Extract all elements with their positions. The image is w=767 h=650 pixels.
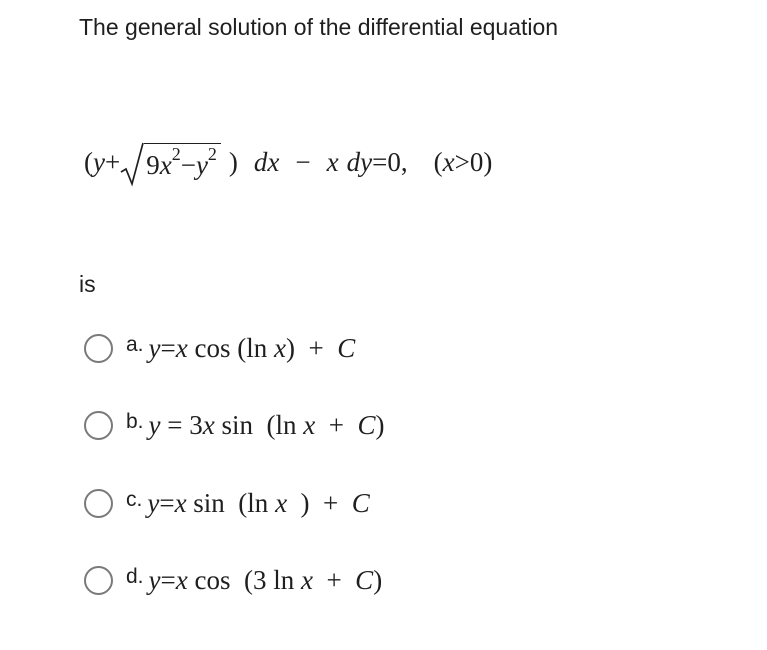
option-letter: c. bbox=[126, 488, 143, 511]
eq-y: y bbox=[93, 146, 105, 177]
math-segment: + bbox=[312, 564, 356, 595]
eq-close-paren: ) bbox=[228, 146, 238, 177]
math-segment: C bbox=[337, 332, 356, 363]
radio-circle-icon[interactable] bbox=[84, 334, 113, 363]
differential-equation bbox=[84, 134, 492, 190]
math-segment: ) bbox=[373, 564, 383, 595]
sqrt-radicand bbox=[144, 143, 221, 182]
option-math bbox=[149, 333, 356, 364]
math-segment: + bbox=[315, 409, 358, 440]
option-math bbox=[149, 565, 383, 596]
math-segment: = bbox=[159, 487, 175, 518]
radicand-coefficient: 9 bbox=[146, 149, 160, 180]
math-segment: x bbox=[174, 487, 187, 518]
radicand-y: y bbox=[195, 149, 208, 180]
math-segment: y bbox=[148, 409, 161, 440]
eq-cond-zero: 0) bbox=[469, 146, 493, 177]
radicand-x: x bbox=[159, 149, 172, 180]
option-letter: a. bbox=[126, 333, 144, 356]
math-segment: C bbox=[355, 564, 374, 595]
math-segment: = bbox=[160, 332, 176, 363]
math-segment: ) bbox=[375, 409, 385, 440]
math-segment: ( bbox=[237, 332, 247, 363]
radio-circle-icon[interactable] bbox=[84, 566, 113, 595]
math-segment: cos (3 ln bbox=[187, 564, 301, 595]
radicand-x-exponent: 2 bbox=[171, 143, 181, 164]
sqrt-sign-icon bbox=[120, 134, 144, 190]
math-segment: ln bbox=[246, 332, 274, 363]
math-segment: = bbox=[160, 564, 176, 595]
option-math bbox=[147, 488, 369, 519]
option-letter: b. bbox=[126, 410, 144, 433]
math-segment: y bbox=[147, 487, 160, 518]
math-segment: ) + bbox=[287, 487, 352, 518]
math-segment: = 3 bbox=[160, 409, 203, 440]
option-letter: d. bbox=[126, 565, 144, 588]
math-segment: y bbox=[148, 332, 161, 363]
option-d[interactable] bbox=[84, 562, 382, 598]
math-segment: ln bbox=[247, 487, 276, 518]
math-segment: ) + bbox=[285, 332, 338, 363]
math-segment: C bbox=[357, 409, 376, 440]
option-math bbox=[149, 410, 385, 441]
question-text: The general solution of the differential equation bbox=[79, 14, 559, 40]
math-segment: x bbox=[303, 409, 316, 440]
eq-cond-gt: > bbox=[454, 146, 470, 177]
math-segment: x bbox=[202, 409, 215, 440]
eq-plus: + bbox=[104, 146, 121, 177]
eq-cond-x: x bbox=[442, 146, 455, 177]
math-segment: x bbox=[175, 332, 188, 363]
eq-open-paren: ( bbox=[84, 146, 93, 177]
radio-circle-icon[interactable] bbox=[84, 489, 113, 518]
radicand-minus: − bbox=[180, 149, 196, 180]
math-segment: cos bbox=[187, 332, 238, 363]
math-segment: x bbox=[300, 564, 313, 595]
math-segment: x bbox=[275, 487, 288, 518]
eq-dy: dy bbox=[346, 146, 373, 177]
option-a[interactable] bbox=[84, 330, 355, 366]
option-c[interactable] bbox=[84, 485, 370, 521]
math-segment: sin ( bbox=[214, 409, 276, 440]
eq-x: x bbox=[326, 146, 339, 177]
math-segment: sin ( bbox=[186, 487, 248, 518]
option-b[interactable] bbox=[84, 407, 384, 443]
eq-zero: 0, bbox=[387, 146, 408, 177]
math-segment: x bbox=[273, 332, 286, 363]
radicand-y-exponent: 2 bbox=[207, 143, 217, 164]
math-segment: C bbox=[351, 487, 370, 518]
math-segment: x bbox=[175, 564, 188, 595]
math-segment: ln bbox=[275, 409, 304, 440]
eq-minus: − bbox=[295, 146, 311, 177]
eq-cond-open: ( bbox=[433, 146, 443, 177]
eq-dx: dx bbox=[253, 146, 280, 177]
eq-equals: = bbox=[372, 146, 388, 177]
math-segment: y bbox=[148, 564, 161, 595]
radio-circle-icon[interactable] bbox=[84, 411, 113, 440]
question-suffix: is bbox=[79, 271, 96, 297]
